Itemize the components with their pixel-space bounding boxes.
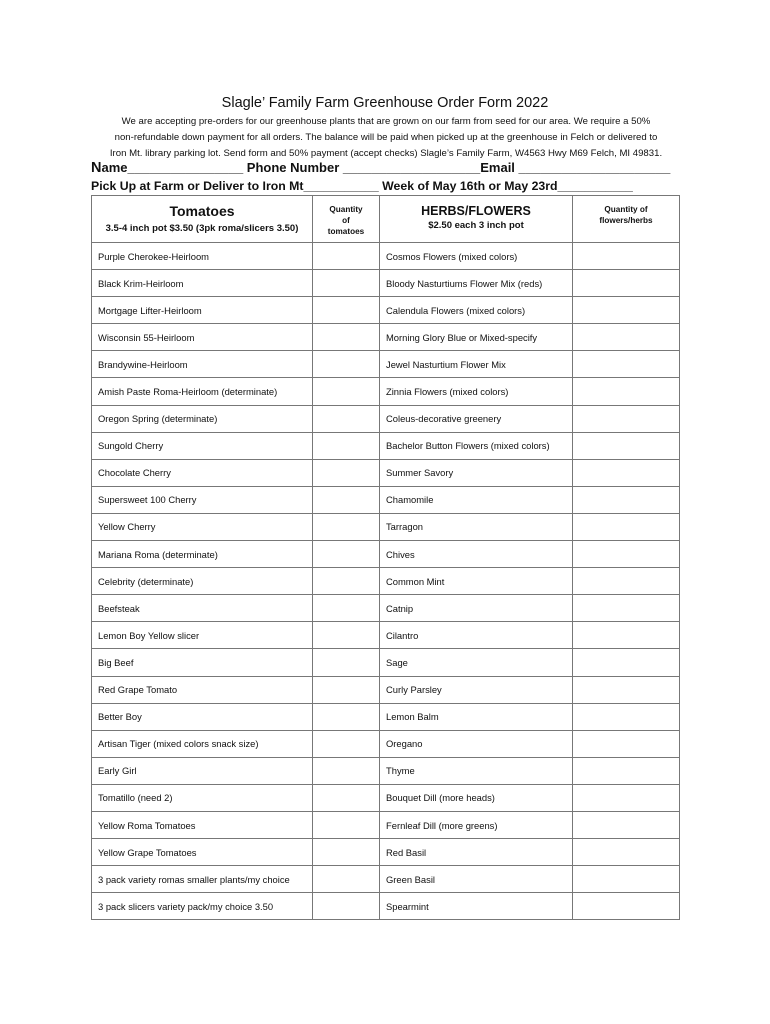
tomato-name: 3 pack variety romas smaller plants/my choice xyxy=(92,866,313,893)
herb-name: Cosmos Flowers (mixed colors) xyxy=(380,243,573,270)
table-row xyxy=(92,811,680,838)
table-row xyxy=(92,513,680,540)
tomato-quantity-field[interactable] xyxy=(313,703,380,730)
herb-quantity-field[interactable] xyxy=(573,595,680,622)
tomato-name: Yellow Grape Tomatoes xyxy=(92,839,313,866)
table-row xyxy=(92,893,680,920)
herb-name: Morning Glory Blue or Mixed-specify xyxy=(380,324,573,351)
tomato-name: Big Beef xyxy=(92,649,313,676)
herb-name: Bouquet Dill (more heads) xyxy=(380,784,573,811)
table-row xyxy=(92,649,680,676)
table-row xyxy=(92,459,680,486)
herb-quantity-field[interactable] xyxy=(573,432,680,459)
tomatoes-price: 3.5-4 inch pot $3.50 (3pk roma/slicers 3.50) xyxy=(105,223,299,234)
herb-quantity-field[interactable] xyxy=(573,351,680,378)
table-row xyxy=(92,622,680,649)
herbs-heading: HERBS/FLOWERS xyxy=(421,204,531,218)
tomato-quantity-field[interactable] xyxy=(313,622,380,649)
herb-quantity-field[interactable] xyxy=(573,513,680,540)
herb-name: Tarragon xyxy=(380,513,573,540)
tomato-quantity-field[interactable] xyxy=(313,351,380,378)
tomato-name: Yellow Cherry xyxy=(92,513,313,540)
tomato-quantity-field[interactable] xyxy=(313,270,380,297)
table-row xyxy=(92,432,680,459)
tomato-quantity-field[interactable] xyxy=(313,568,380,595)
tomato-name: Wisconsin 55-Heirloom xyxy=(92,324,313,351)
tomato-name: Lemon Boy Yellow slicer xyxy=(92,622,313,649)
qty-tomatoes-label: Quantity of tomatoes xyxy=(327,205,365,236)
tomato-name: Tomatillo (need 2) xyxy=(92,784,313,811)
qty-herbs-label: Quantity of flowers/herbs xyxy=(599,205,653,225)
table-row xyxy=(92,324,680,351)
herbs-header xyxy=(380,196,573,243)
tomato-quantity-field[interactable] xyxy=(313,893,380,920)
herb-quantity-field[interactable] xyxy=(573,568,680,595)
herb-quantity-field[interactable] xyxy=(573,459,680,486)
pickup-line[interactable]: Pick Up at Farm or Deliver to Iron Mt___________ Week of May 16th or May 23rd___________ xyxy=(91,179,633,193)
tomato-quantity-field[interactable] xyxy=(313,784,380,811)
table-row xyxy=(92,486,680,513)
tomato-quantity-field[interactable] xyxy=(313,378,380,405)
herb-quantity-field[interactable] xyxy=(573,784,680,811)
tomato-name: Purple Cherokee-Heirloom xyxy=(92,243,313,270)
tomato-name: Supersweet 100 Cherry xyxy=(92,486,313,513)
herb-name: Red Basil xyxy=(380,839,573,866)
tomato-quantity-field[interactable] xyxy=(313,297,380,324)
tomato-quantity-field[interactable] xyxy=(313,432,380,459)
tomato-name: Chocolate Cherry xyxy=(92,459,313,486)
tomato-quantity-field[interactable] xyxy=(313,459,380,486)
tomato-name: Early Girl xyxy=(92,757,313,784)
herb-name: Chamomile xyxy=(380,486,573,513)
herb-quantity-field[interactable] xyxy=(573,270,680,297)
herb-name: Calendula Flowers (mixed colors) xyxy=(380,297,573,324)
tomato-name: Black Krim-Heirloom xyxy=(92,270,313,297)
herb-quantity-field[interactable] xyxy=(573,893,680,920)
tomato-name: Amish Paste Roma-Heirloom (determinate) xyxy=(92,378,313,405)
herb-quantity-field[interactable] xyxy=(573,378,680,405)
name-initial: N xyxy=(91,160,102,176)
table-row xyxy=(92,703,680,730)
herb-name: Zinnia Flowers (mixed colors) xyxy=(380,378,573,405)
intro-line: non-refundable down payment for all orders. The balance will be paid when picked up at the greenhouse in Felch or delivered to xyxy=(114,132,658,143)
tomato-name: Oregon Spring (determinate) xyxy=(92,405,313,432)
intro-line: Iron Mt. library parking lot. Send form and 50% payment (accept checks) Slagle’s Family Farm, W4563 Hwy M69 Felch, MI 49831. xyxy=(109,148,663,159)
table-row xyxy=(92,839,680,866)
table-header-row xyxy=(92,196,680,243)
tomato-name: Brandywine-Heirloom xyxy=(92,351,313,378)
order-rows xyxy=(92,243,680,920)
herb-quantity-field[interactable] xyxy=(573,811,680,838)
herb-quantity-field[interactable] xyxy=(573,730,680,757)
tomato-quantity-field[interactable] xyxy=(313,595,380,622)
tomato-quantity-field[interactable] xyxy=(313,649,380,676)
table-row xyxy=(92,405,680,432)
qty-herbs-header xyxy=(573,196,680,243)
herb-name: Chives xyxy=(380,541,573,568)
tomato-quantity-field[interactable] xyxy=(313,757,380,784)
tomato-name: Red Grape Tomato xyxy=(92,676,313,703)
tomato-quantity-field[interactable] xyxy=(313,866,380,893)
intro-text xyxy=(86,114,686,162)
herb-quantity-field[interactable] xyxy=(573,839,680,866)
herb-name: Catnip xyxy=(380,595,573,622)
tomato-name: Celebrity (determinate) xyxy=(92,568,313,595)
herb-quantity-field[interactable] xyxy=(573,622,680,649)
herb-name: Sage xyxy=(380,649,573,676)
tomato-quantity-field[interactable] xyxy=(313,839,380,866)
tomato-name: Sungold Cherry xyxy=(92,432,313,459)
table-row xyxy=(92,270,680,297)
herb-quantity-field[interactable] xyxy=(573,676,680,703)
qty-tomatoes-header xyxy=(313,196,380,243)
herb-quantity-field[interactable] xyxy=(573,703,680,730)
table-row xyxy=(92,297,680,324)
tomatoes-heading: Tomatoes xyxy=(169,203,235,219)
form-title: Slagle’ Family Farm Greenhouse Order Form 2022 xyxy=(221,95,549,111)
herb-name: Fernleaf Dill (more greens) xyxy=(380,811,573,838)
herb-quantity-field[interactable] xyxy=(573,324,680,351)
herb-name: Bloody Nasturtiums Flower Mix (reds) xyxy=(380,270,573,297)
tomato-quantity-field[interactable] xyxy=(313,730,380,757)
herb-name: Curly Parsley xyxy=(380,676,573,703)
contact-line[interactable] xyxy=(91,160,670,176)
herb-name: Coleus-decorative greenery xyxy=(380,405,573,432)
herb-quantity-field[interactable] xyxy=(573,649,680,676)
table-row xyxy=(92,757,680,784)
tomato-quantity-field[interactable] xyxy=(313,405,380,432)
herb-name: Spearmint xyxy=(380,893,573,920)
herb-quantity-field[interactable] xyxy=(573,541,680,568)
herb-name: Oregano xyxy=(380,730,573,757)
herb-name: Bachelor Button Flowers (mixed colors) xyxy=(380,432,573,459)
table-row xyxy=(92,243,680,270)
herb-name: Common Mint xyxy=(380,568,573,595)
tomato-quantity-field[interactable] xyxy=(313,324,380,351)
herb-name: Summer Savory xyxy=(380,459,573,486)
herb-quantity-field[interactable] xyxy=(573,243,680,270)
table-row xyxy=(92,568,680,595)
table-row xyxy=(92,730,680,757)
tomato-quantity-field[interactable] xyxy=(313,513,380,540)
table-row xyxy=(92,676,680,703)
herb-quantity-field[interactable] xyxy=(573,757,680,784)
table-row xyxy=(92,866,680,893)
tomato-name: Mortgage Lifter-Heirloom xyxy=(92,297,313,324)
herb-quantity-field[interactable] xyxy=(573,405,680,432)
tomato-name: Mariana Roma (determinate) xyxy=(92,541,313,568)
herb-name: Green Basil xyxy=(380,866,573,893)
tomato-quantity-field[interactable] xyxy=(313,811,380,838)
tomato-name: Yellow Roma Tomatoes xyxy=(92,811,313,838)
herb-quantity-field[interactable] xyxy=(573,866,680,893)
contact-fields: ame________________ Phone Number ___________________Email _____________________ xyxy=(101,160,671,175)
tomato-quantity-field[interactable] xyxy=(313,486,380,513)
tomato-name: 3 pack slicers variety pack/my choice 3.50 xyxy=(92,893,313,920)
intro-line: We are accepting pre-orders for our greenhouse plants that are grown on our farm from seed for our area. We require a 50% xyxy=(121,116,651,127)
tomato-quantity-field[interactable] xyxy=(313,676,380,703)
herbs-price: $2.50 each 3 inch pot xyxy=(428,220,524,231)
tomato-name: Beefsteak xyxy=(92,595,313,622)
herb-quantity-field[interactable] xyxy=(573,297,680,324)
tomato-name: Better Boy xyxy=(92,703,313,730)
table-row xyxy=(92,595,680,622)
herb-quantity-field[interactable] xyxy=(573,486,680,513)
tomato-quantity-field[interactable] xyxy=(313,243,380,270)
herb-name: Thyme xyxy=(380,757,573,784)
tomatoes-header xyxy=(92,196,313,243)
order-table xyxy=(91,195,680,920)
table-row xyxy=(92,351,680,378)
table-row xyxy=(92,541,680,568)
herb-name: Jewel Nasturtium Flower Mix xyxy=(380,351,573,378)
tomato-name: Artisan Tiger (mixed colors snack size) xyxy=(92,730,313,757)
table-row xyxy=(92,784,680,811)
tomato-quantity-field[interactable] xyxy=(313,541,380,568)
table-row xyxy=(92,378,680,405)
herb-name: Lemon Balm xyxy=(380,703,573,730)
herb-name: Cilantro xyxy=(380,622,573,649)
